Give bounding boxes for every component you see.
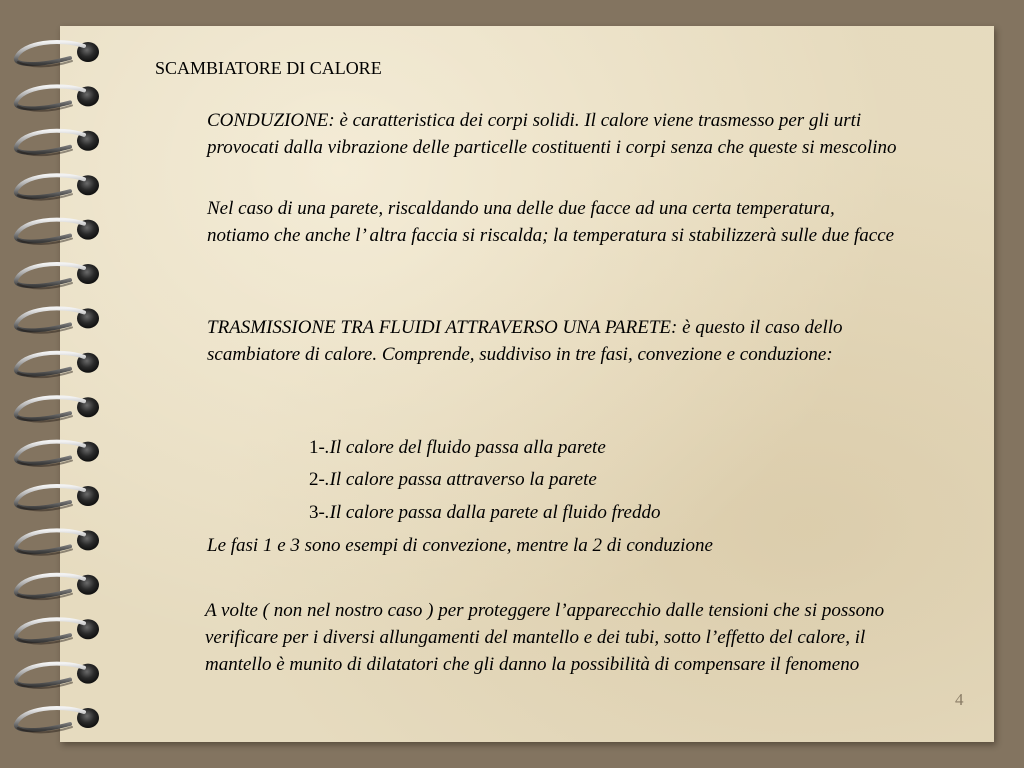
step-1	[309, 434, 869, 461]
binding-ring	[16, 575, 99, 599]
paragraph-fasi: Le fasi 1 e 3 sono esempi di convezione, mentre la 2 di conduzione	[207, 535, 713, 556]
paragraph-parete: Nel caso di una parete, riscaldando una delle due facce ad una certa temperatura, notiamo che anche l’ altra faccia si riscalda; la temperatura si stabilizzerà sulle due facce	[207, 198, 895, 246]
binding-ring	[16, 308, 99, 332]
page-number: 4	[955, 690, 964, 709]
binding-ring	[16, 131, 99, 155]
step-3-number: 3-	[309, 502, 325, 523]
step-2-number: 2-	[309, 469, 325, 490]
binding-ring	[16, 42, 99, 66]
step-2-text: .Il calore passa attraverso la parete	[324, 469, 597, 490]
paragraph-dilatatori: A volte ( non nel nostro caso ) per proteggere l’apparecchio dalle tensioni che si possono verificare per i diversi allungamenti del mantello e dei tubi, sotto l’effetto del calore, il mantello è munito di dilatatori che gli danno la possibilità di compensare il fenomeno	[205, 600, 885, 675]
binding-ring	[16, 353, 99, 377]
binding-ring	[16, 397, 99, 421]
step-2	[309, 466, 869, 493]
binding-ring	[16, 86, 99, 110]
binding-ring	[16, 175, 99, 199]
binding-ring	[16, 664, 99, 688]
step-3	[309, 499, 869, 526]
paragraph-conduzione: CONDUZIONE: è caratteristica dei corpi solidi. Il calore viene trasmesso per gli urti provocati dalla vibrazione delle particelle costituenti i corpi senza che queste si mescolino	[207, 110, 897, 158]
binding-ring	[16, 264, 99, 288]
step-3-text: .Il calore passa dalla parete al fluido freddo	[324, 502, 661, 523]
binding-ring	[16, 442, 99, 466]
binding-ring	[16, 486, 99, 510]
paragraph-trasmissione: TRASMISSIONE TRA FLUIDI ATTRAVERSO UNA PARETE: è questo il caso dello scambiatore di calore. Comprende, suddiviso in tre fasi, convezione e conduzione:	[207, 317, 843, 365]
binding-ring	[16, 708, 99, 732]
step-1-text: .Il calore del fluido passa alla parete	[324, 437, 606, 458]
spiral-binding	[0, 0, 120, 768]
binding-ring	[16, 220, 99, 244]
binding-ring	[16, 530, 99, 554]
slide-title: SCAMBIATORE DI CALORE	[155, 58, 382, 78]
step-1-number: 1-	[309, 437, 325, 458]
binding-ring	[16, 619, 99, 643]
